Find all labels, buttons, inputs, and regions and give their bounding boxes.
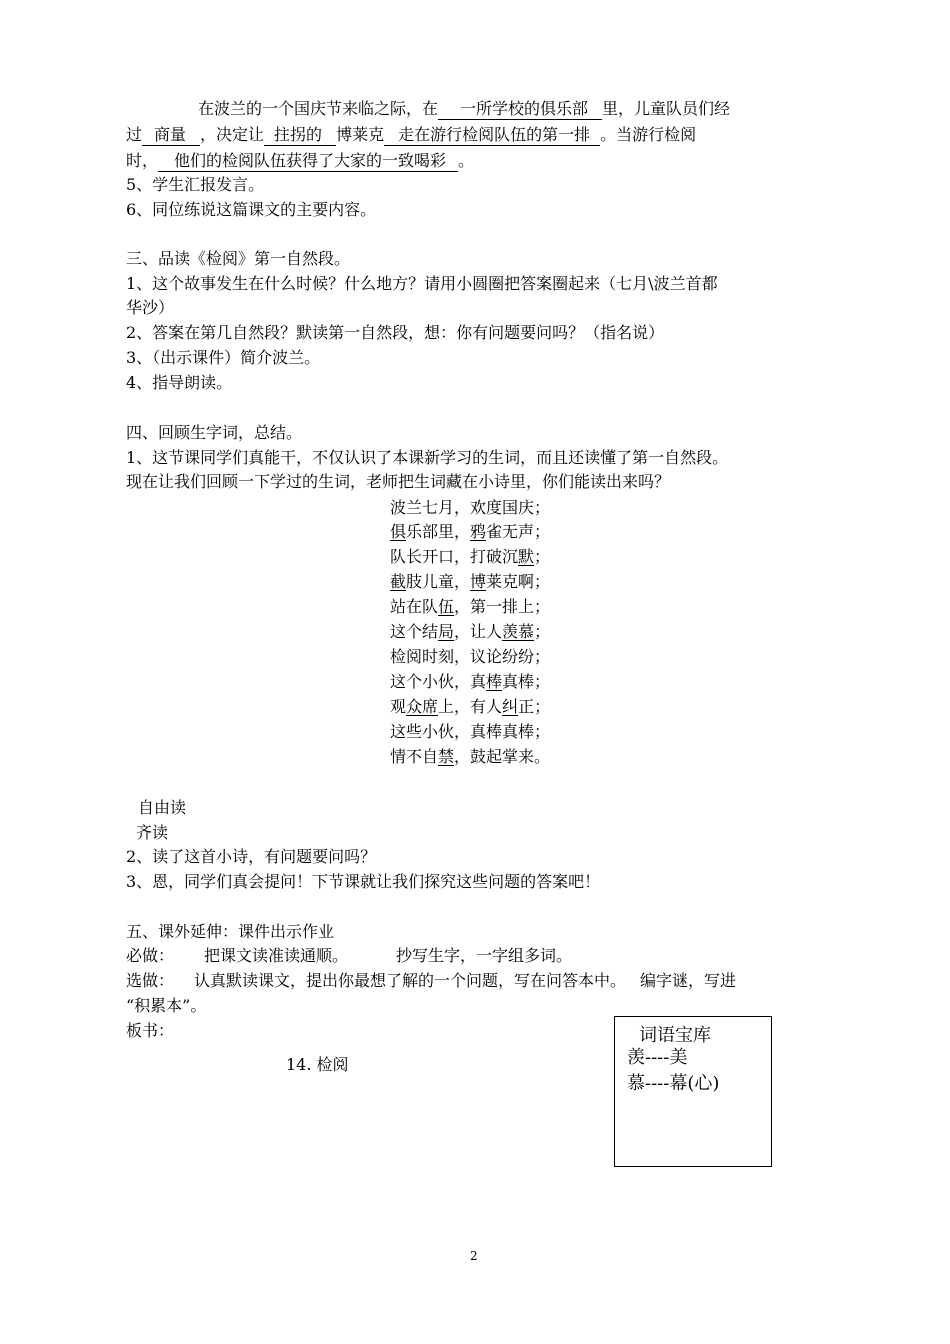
section-3-heading: 三、品读《检阅》第一自然段。 xyxy=(126,249,351,268)
optional-homework: 选做： 认真默读课文，提出你最想了解的一个问题，写在问答本中。 编字谜，写进 xyxy=(126,971,737,990)
optional-homework-line-2: “积累本”。 xyxy=(126,996,207,1015)
poem-line-9: 观众席上，有人纠正； xyxy=(390,697,551,716)
poem-line-8: 这个小伙，真棒真棒； xyxy=(390,672,551,691)
poem-line-10: 这些小伙，真棒真棒； xyxy=(390,722,551,741)
blank-answer-1: 一所学校的俱乐部 xyxy=(438,99,602,120)
step-6: 6、同位练说这篇课文的主要内容。 xyxy=(126,200,377,219)
after-item-3: 3、恩，同学们真会提问！下节课就让我们探究这些问题的答案吧！ xyxy=(126,872,601,891)
word-bank-title: 词语宝库 xyxy=(639,1025,711,1046)
intro-line-1: 在波兰的一个国庆节来临之际，在 一所学校的俱乐部 里，儿童队员们经 xyxy=(198,99,731,118)
section-4-item-1-line-2: 现在让我们回顾一下学过的生词，老师把生词藏在小诗里，你们能读出来吗？ xyxy=(126,472,671,491)
poem-line-5: 站在队伍，第一排上； xyxy=(390,597,551,616)
step-5: 5、学生汇报发言。 xyxy=(126,175,265,194)
word-bank-line-2: 慕----幕(心) xyxy=(627,1073,720,1094)
board-label: 板书： xyxy=(126,1021,175,1040)
section-3-item-2: 2、答案在第几自然段？默读第一自然段，想：你有问题要问吗？（指名说） xyxy=(126,323,665,342)
blank-answer-2: 商量 xyxy=(142,125,200,146)
word-bank-box xyxy=(614,1016,772,1167)
blank-answer-5: 他们的检阅队伍获得了大家的一致喝彩 xyxy=(158,151,458,172)
poem-line-6: 这个结局，让人羡慕； xyxy=(390,622,551,641)
intro-line-3: 时， 他们的检阅队伍获得了大家的一致喝彩 。 xyxy=(126,151,475,170)
section-3-item-4: 4、指导朗读。 xyxy=(126,373,233,392)
section-3-item-1-line-2: 华沙） xyxy=(126,298,175,317)
word-bank-line-1: 羡----美 xyxy=(627,1047,688,1068)
poem-line-1: 波兰七月，欢度国庆； xyxy=(390,498,551,517)
required-homework: 必做： 把课文读准读通顺。 抄写生字，一字组多词。 xyxy=(126,946,573,965)
page-number: 2 xyxy=(470,1249,478,1263)
section-4-heading: 四、回顾生字词，总结。 xyxy=(126,423,303,442)
section-3-item-1-line-1: 1、这个故事发生在什么时候？什么地方？请用小圆圈把答案圈起来（七月\波兰首都 xyxy=(126,274,718,293)
section-3-item-3: 3、（出示课件）简介波兰。 xyxy=(126,348,321,367)
free-reading: 自由读 xyxy=(138,798,187,817)
section-5-heading: 五、课外延伸：课件出示作业 xyxy=(126,922,335,941)
poem-line-3: 队长开口，打破沉默； xyxy=(390,547,551,566)
blank-answer-3: 拄拐的 xyxy=(264,125,336,146)
poem-line-11: 情不自禁，鼓起掌来。 xyxy=(390,747,551,766)
board-title: 14. 检阅 xyxy=(286,1055,349,1074)
poem-line-4: 截肢儿童，博莱克啊； xyxy=(390,572,551,591)
intro-line-2: 过 商量 ，决定让 拄拐的 博莱克 走在游行检阅队伍的第一排 。当游行检阅 xyxy=(126,125,697,144)
poem-line-2: 俱乐部里，鸦雀无声； xyxy=(390,522,551,541)
after-item-2: 2、读了这首小诗，有问题要问吗？ xyxy=(126,847,377,866)
section-4-item-1-line-1: 1、这节课同学们真能干，不仅认识了本课新学习的生词，而且还读懂了第一自然段。 xyxy=(126,448,729,467)
poem-line-7: 检阅时刻，议论纷纷； xyxy=(390,647,551,666)
group-reading: 齐读 xyxy=(136,823,169,842)
blank-answer-4: 走在游行检阅队伍的第一排 xyxy=(384,125,600,146)
